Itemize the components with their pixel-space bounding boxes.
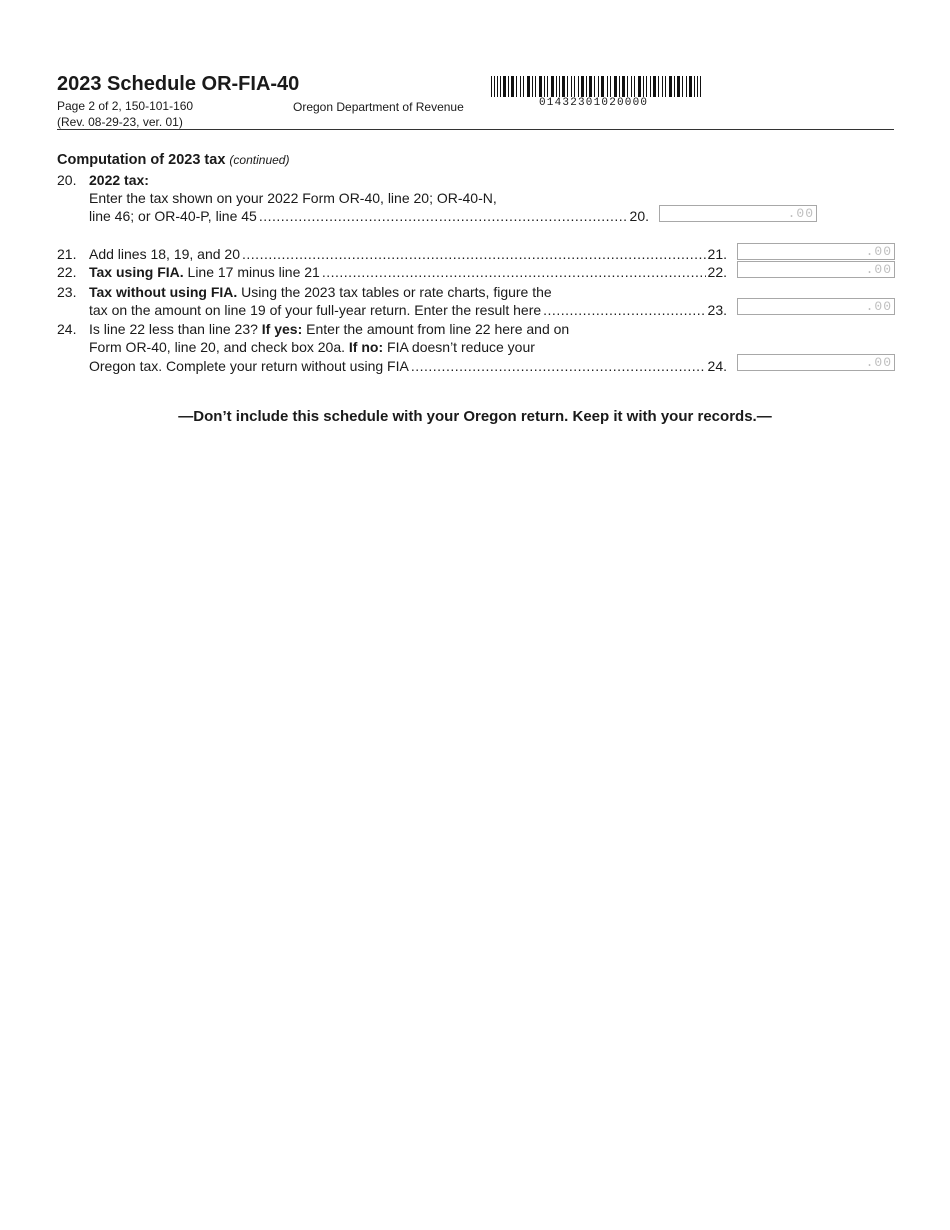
leader-dots [242, 246, 706, 262]
line-24-row [89, 358, 727, 374]
line-23-row [89, 302, 727, 318]
line-24-text-2a: Form OR-40, line 20, and check box 20a. [89, 339, 349, 355]
line-24-text-1a: Is line 22 less than line 23? [89, 321, 262, 337]
line-21-text: Add lines 18, 19, and 20 [89, 246, 241, 262]
revision-info: (Rev. 08-29-23, ver. 01) [57, 115, 183, 129]
leader-dots [259, 208, 628, 224]
footer-note: —Don’t include this schedule with your Oregon return. Keep it with your records.— [178, 408, 772, 425]
line-24-text-2 [89, 339, 535, 355]
line-23-text [89, 284, 552, 300]
line-22-text: Line 17 minus line 21 [183, 264, 320, 280]
leader-dots [411, 358, 706, 374]
line-23-amount-field[interactable]: .00 [737, 298, 895, 315]
line-20-text-2: line 46; or OR-40-P, line 45 [89, 208, 257, 224]
line-24-text-2c: FIA doesn’t reduce your [383, 339, 535, 355]
section-title [57, 152, 289, 168]
line-20-text: Enter the tax shown on your 2022 Form OR-40, line 20; OR-40-N, [89, 190, 497, 206]
line-22-bold: Tax using FIA. [89, 264, 184, 280]
line-24-text-1c: Enter the amount from line 22 here and on [302, 321, 570, 337]
line-23-text-1: Using the 2023 tax tables or rate charts, figure the [237, 284, 552, 300]
line-24-text-3: Oregon tax. Complete your return without using FIA [89, 358, 409, 374]
line-20-amount-field[interactable]: .00 [659, 205, 817, 222]
line-22-ref: 22. [707, 264, 727, 280]
line-24-if-no: If no: [348, 339, 384, 355]
page-info: Page 2 of 2, 150-101-160 [57, 99, 194, 113]
line-20-row [89, 208, 649, 224]
line-23-number: 23. [57, 284, 77, 300]
header-divider [57, 129, 894, 130]
form-title: 2023 Schedule OR-FIA-40 [57, 73, 300, 95]
barcode-number: 01432301020000 [539, 97, 649, 109]
barcode-image [491, 76, 701, 97]
line-23-text-2: tax on the amount on line 19 of your full-year return. Enter the result here [89, 302, 542, 318]
leader-dots [543, 302, 705, 318]
line-24-ref: 24. [707, 358, 727, 374]
line-21-row [89, 246, 727, 262]
line-20-ref: 20. [629, 208, 649, 224]
line-24-text-1 [89, 321, 569, 337]
line-21-amount-field[interactable]: .00 [737, 243, 895, 260]
line-22-number: 22. [57, 264, 77, 280]
section-title-text: Computation of 2023 tax [57, 152, 226, 168]
line-21-number: 21. [57, 246, 77, 262]
line-22-row [89, 264, 727, 280]
line-24-amount-field[interactable]: .00 [737, 354, 895, 371]
line-20-heading: 2022 tax: [89, 172, 149, 188]
line-20-number: 20. [57, 172, 77, 188]
line-21-ref: 21. [707, 246, 727, 262]
line-23-bold: Tax without using FIA. [89, 284, 238, 300]
section-subtitle: (continued) [229, 153, 290, 167]
line-24-if-yes: If yes: [261, 321, 303, 337]
line-23-ref: 23. [707, 302, 727, 318]
department-name: Oregon Department of Revenue [293, 100, 464, 114]
line-24-number: 24. [57, 321, 77, 337]
leader-dots [322, 264, 706, 280]
line-22-amount-field[interactable]: .00 [737, 261, 895, 278]
